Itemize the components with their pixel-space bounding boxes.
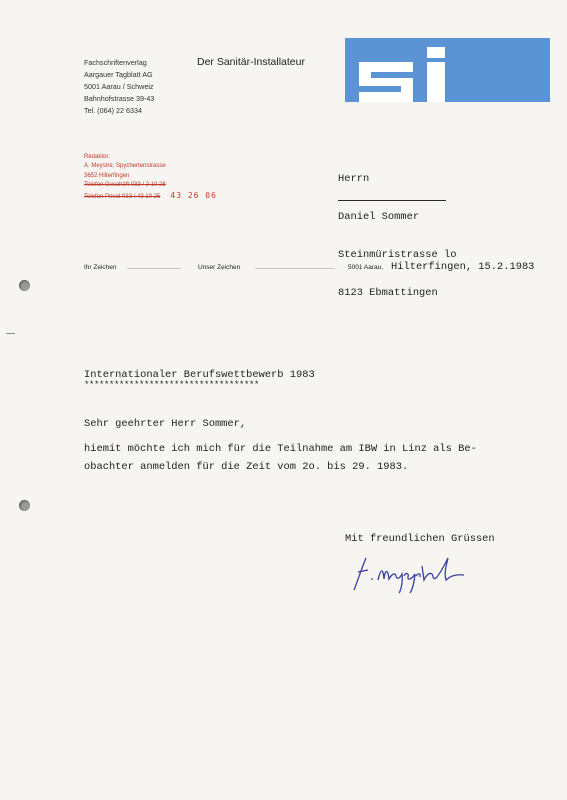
body-line: obachter anmelden für die Zeit vom 2o. bis 29. 1983. bbox=[84, 461, 409, 473]
unser-zeichen-label: Unser Zeichen bbox=[198, 264, 241, 271]
recipient-line: Herrn bbox=[338, 173, 370, 186]
recipient-line: Steinmüristrasse lo bbox=[338, 248, 457, 261]
si-logo bbox=[345, 38, 550, 102]
ihr-zeichen-label: Ihr Zeichen bbox=[84, 264, 117, 271]
ihr-zeichen-line bbox=[127, 268, 181, 269]
handwritten-phone: 43 26 06 bbox=[170, 190, 217, 200]
publisher-address bbox=[84, 57, 154, 117]
place-date: Hilterfingen, 15.2.1983 bbox=[391, 261, 535, 273]
place-printed: 5001 Aarau, bbox=[348, 264, 384, 271]
editor-phone-private: Telefon Privat 033 / 43 10 25 bbox=[84, 193, 161, 200]
punch-hole bbox=[19, 280, 30, 291]
editor-name: A. Meystre, Spychertenstrasse bbox=[84, 163, 166, 170]
fold-mark bbox=[6, 333, 15, 334]
magazine-title: Der Sanitär-Installateur bbox=[197, 56, 305, 68]
subject-underline: *********************************** bbox=[84, 380, 260, 390]
publisher-line: 5001 Aarau / Schweiz bbox=[84, 82, 154, 91]
editor-phone-private-row bbox=[84, 191, 217, 202]
si-logo-graphic bbox=[345, 38, 550, 102]
publisher-line: Fachschriftenverlag bbox=[84, 58, 147, 67]
publisher-line: Aargauer Tagblatt AG bbox=[84, 70, 153, 79]
recipient-line: 8123 Ebmattingen bbox=[338, 286, 438, 299]
punch-hole bbox=[19, 500, 30, 511]
unser-zeichen-line bbox=[255, 268, 335, 269]
recipient-address bbox=[338, 148, 456, 312]
letter-subject: Internationaler Berufswettbewerb 1983 bbox=[84, 369, 315, 381]
editor-city: 3652 Hilterfingen bbox=[84, 172, 130, 179]
recipient-line: Daniel Sommer bbox=[338, 210, 420, 223]
editor-info bbox=[84, 153, 217, 202]
editor-phone-business: Telefon Geschäft 033 / 2 10 28 bbox=[84, 182, 166, 189]
publisher-line: Bahnhofstrasse 39-43 bbox=[84, 94, 155, 103]
salutation: Sehr geehrter Herr Sommer, bbox=[84, 418, 247, 430]
closing: Mit freundlichen Grüssen bbox=[345, 533, 495, 545]
signature bbox=[352, 552, 492, 594]
body-line: hiemit möchte ich mich für die Teilnahme am IBW in Linz als Be- bbox=[84, 443, 477, 455]
publisher-line: Tel. (064) 22 6334 bbox=[84, 106, 142, 115]
address-underline bbox=[338, 200, 446, 201]
editor-label: Redaktor: bbox=[84, 154, 111, 160]
